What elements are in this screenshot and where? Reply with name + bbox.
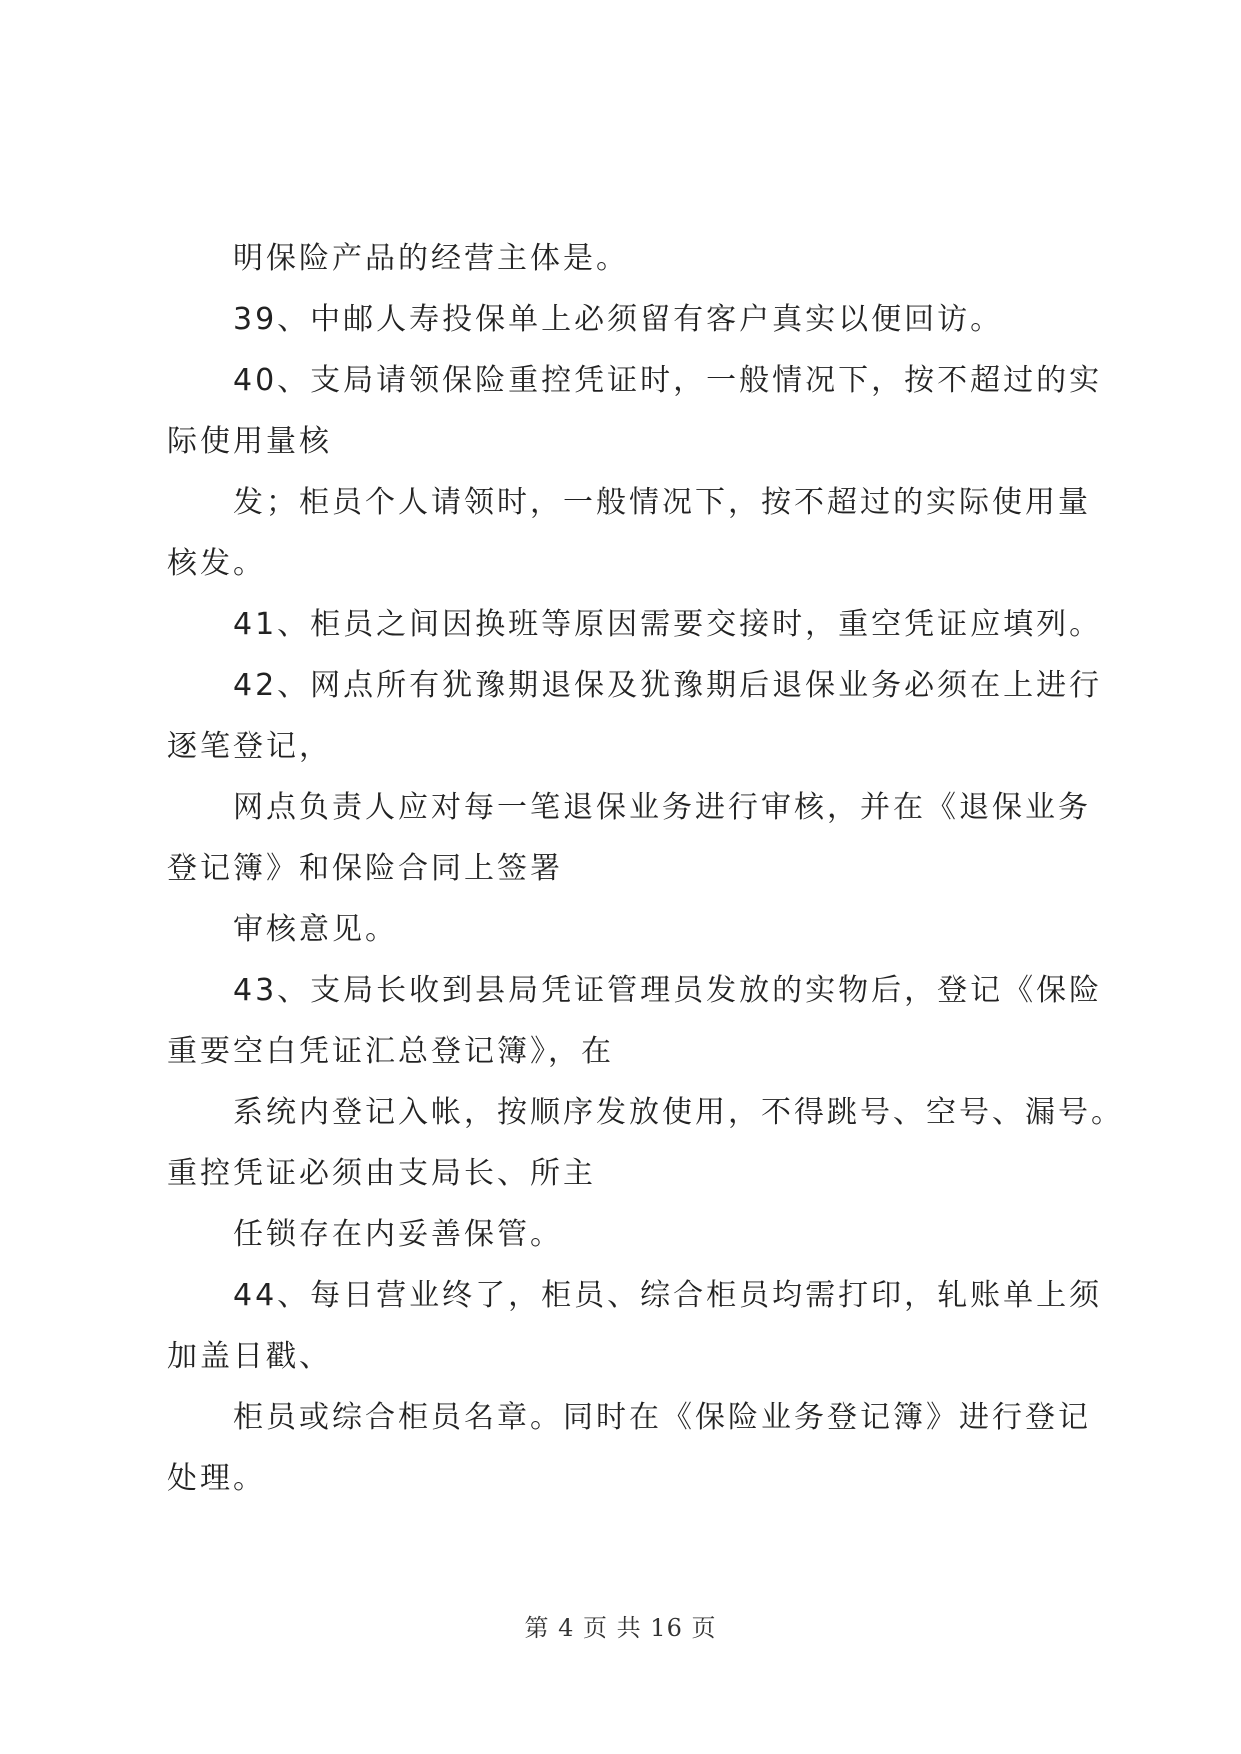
paragraph-line: 41、柜员之间因换班等原因需要交接时，重空凭证应填列。 — [233, 607, 1103, 642]
paragraph-line: 核发。 — [167, 546, 266, 581]
paragraph-line: 逐笔登记， — [167, 729, 332, 764]
paragraph-line: 39、中邮人寿投保单上必须留有客户真实以便回访。 — [233, 302, 1004, 337]
paragraph-line: 发；柜员个人请领时，一般情况下，按不超过的实际使用量 — [233, 485, 1091, 520]
paragraph-line: 加盖日戳、 — [167, 1339, 332, 1374]
paragraph-line: 审核意见。 — [233, 912, 398, 947]
paragraph-line: 44、每日营业终了，柜员、综合柜员均需打印，轧账单上须 — [233, 1278, 1103, 1313]
document-body — [167, 228, 1124, 1509]
paragraph-line: 明保险产品的经营主体是。 — [233, 241, 629, 276]
paragraph-line: 42、网点所有犹豫期退保及犹豫期后退保业务必须在上进行 — [233, 668, 1103, 703]
paragraph-line: 40、支局请领保险重控凭证时，一般情况下，按不超过的实 — [233, 363, 1103, 398]
paragraph-line: 重要空白凭证汇总登记簿》，在 — [167, 1034, 614, 1069]
paragraph-line: 处理。 — [167, 1461, 266, 1496]
page-number-footer: 第 4 页 共 16 页 — [524, 1614, 717, 1642]
paragraph-line: 系统内登记入帐，按顺序发放使用，不得跳号、空号、漏号。 — [233, 1095, 1124, 1130]
paragraph-line: 重控凭证必须由支局长、所主 — [167, 1156, 596, 1191]
paragraph-line: 际使用量核 — [167, 424, 332, 459]
paragraph-line: 登记簿》和保险合同上签署 — [167, 851, 563, 886]
paragraph-line: 43、支局长收到县局凭证管理员发放的实物后，登记《保险 — [233, 973, 1103, 1008]
paragraph-line: 任锁存在内妥善保管。 — [233, 1217, 563, 1252]
paragraph-line: 柜员或综合柜员名章。同时在《保险业务登记簿》进行登记 — [233, 1400, 1091, 1435]
paragraph-line: 网点负责人应对每一笔退保业务进行审核，并在《退保业务 — [233, 790, 1091, 825]
